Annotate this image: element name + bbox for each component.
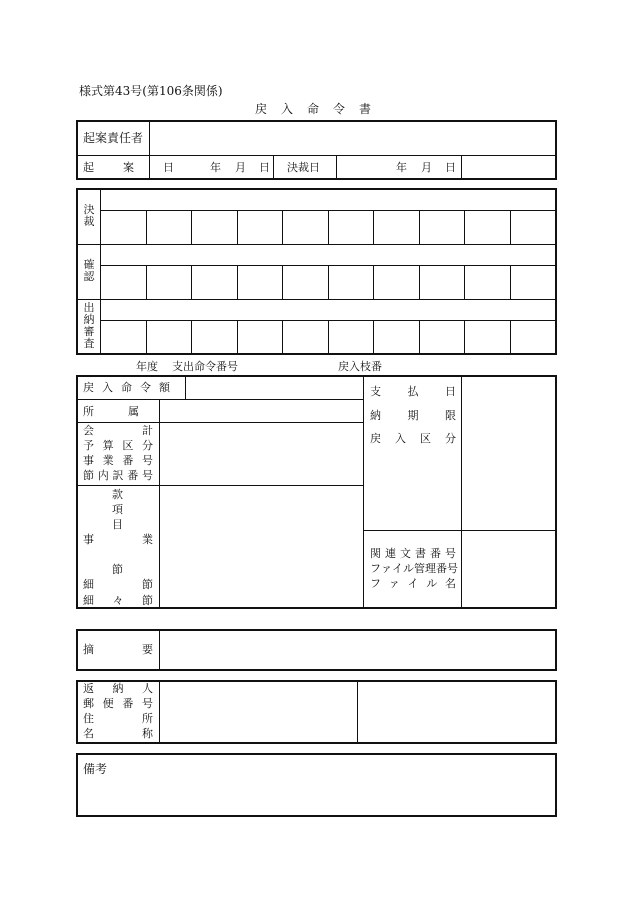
budget-line: 目 [112, 518, 123, 531]
due-date-label: 納 期 限 [370, 409, 456, 422]
draft-date-label-text: 起 案 日 [83, 161, 183, 174]
approval-cell-divider [510, 211, 511, 244]
payer-field-right[interactable] [359, 682, 554, 742]
draft-day-unit: 日 [259, 161, 270, 174]
branch-number-label: 戻入枝番 [338, 360, 382, 373]
dept-label-text: 所属 [83, 405, 173, 418]
dept-label [83, 405, 173, 418]
dept-field[interactable] [161, 401, 362, 421]
approval-cell-divider [419, 321, 420, 354]
decision-day-unit: 日 [445, 161, 456, 174]
approval-cell-divider [510, 321, 511, 354]
account-field[interactable] [161, 424, 362, 484]
approval-cell-divider [373, 211, 374, 244]
decision-label-divider [336, 156, 337, 179]
drafter-label: 起案責任者 [83, 131, 144, 145]
approval-cell-divider [373, 321, 374, 354]
amount-label-text: 戻入命令額 [83, 381, 178, 394]
budget-line: 項 [112, 503, 123, 516]
confirm-label: 確認 [83, 258, 95, 283]
approval-cell-divider [146, 321, 147, 354]
approval-cell-divider [464, 211, 465, 244]
payer-label-divider [159, 681, 160, 743]
summary-field[interactable] [161, 631, 554, 669]
payer-field-left[interactable] [161, 682, 356, 742]
audit-label: 出納審査 [83, 301, 95, 350]
remarks-label: 備考 [83, 762, 108, 776]
decision-label: 決裁 [83, 203, 95, 228]
approval-box [76, 188, 557, 355]
account-line: 会 計 [83, 424, 153, 437]
approval-cell-divider [419, 266, 420, 299]
budget-field[interactable] [161, 487, 362, 607]
fiscal-year-label: 年度 [136, 360, 158, 373]
payer-line: 返 納 人 [83, 682, 153, 695]
budget-line: 款 [112, 488, 123, 501]
approval-cell-divider [282, 266, 283, 299]
payer-line: 郵 便 番 号 [83, 697, 153, 710]
decision-month-unit: 月 [421, 161, 432, 174]
amount-label [83, 381, 180, 394]
approval-cell-divider [510, 266, 511, 299]
main-center-divider [363, 376, 364, 608]
pay-date-label: 支 払 日 [370, 385, 456, 398]
remarks-field[interactable] [78, 780, 555, 815]
account-line: 予 算 区 分 [83, 439, 153, 452]
approval-cell-divider [373, 266, 374, 299]
decision-date-label: 決裁日 [287, 161, 320, 174]
main-right-divider [461, 376, 462, 608]
account-line: 節 内 訳 番 号 [83, 469, 153, 482]
related-line: 関 連 文 書 番 号 [370, 547, 456, 560]
budget-line: 事 業 [83, 533, 153, 546]
approval-cell-divider [191, 211, 192, 244]
approval-cell-divider [464, 266, 465, 299]
approval-cell-divider [191, 321, 192, 354]
amount-row-divider [77, 399, 363, 400]
approval-section-divider-2 [77, 299, 556, 300]
budget-line: 細 々 節 [83, 594, 153, 607]
approval-cell-divider [237, 266, 238, 299]
approval-cell-divider [282, 211, 283, 244]
payer-line: 名 称 [83, 727, 153, 740]
decision-date-divider [461, 156, 462, 179]
drafter-field[interactable] [151, 122, 554, 154]
main-label-divider [159, 400, 160, 608]
account-row-divider [77, 485, 363, 486]
approval-cell-divider [146, 266, 147, 299]
approval-cell-divider [464, 321, 465, 354]
budget-line: 細 節 [83, 578, 153, 591]
summary-label [83, 643, 201, 656]
approval-cell-divider [419, 211, 420, 244]
payer-line: 住 所 [83, 712, 153, 725]
order-number-label: 支出命令番号 [172, 360, 238, 373]
return-type-label: 戻 入 区 分 [370, 432, 456, 445]
approval-section-divider-1 [77, 244, 556, 245]
form-id: 様式第43号(第106条関係) [79, 84, 223, 98]
draft-year-unit: 年 [210, 161, 221, 174]
amount-field[interactable] [187, 377, 362, 398]
related-values-field[interactable] [463, 532, 555, 607]
amount-label-divider [185, 376, 186, 399]
approval-cell-divider [328, 321, 329, 354]
summary-label-text: 摘要 [83, 643, 201, 656]
decision-year-unit: 年 [396, 161, 407, 174]
page-title: 戻 入 命 令 書 [255, 102, 373, 116]
approval-cell-divider [282, 321, 283, 354]
approval-cell-divider [146, 211, 147, 244]
payer-center-divider [357, 681, 358, 743]
approval-cell-divider [191, 266, 192, 299]
dept-row-divider [77, 422, 363, 423]
draft-date-divider [273, 156, 274, 179]
approval-cell-divider [328, 211, 329, 244]
approval-cell-divider [237, 321, 238, 354]
budget-line: 節 [112, 563, 123, 576]
main-right-row-divider [364, 530, 556, 531]
account-line: 事 業 番 号 [83, 454, 153, 467]
related-line: フ ァ イ ル 名 [370, 577, 456, 590]
draft-date-label [83, 161, 183, 174]
right-values-field[interactable] [463, 377, 555, 529]
related-line: フ ァ イ ル 管 理 番 号 [370, 562, 458, 575]
draft-month-unit: 月 [235, 161, 246, 174]
approval-cell-divider [328, 266, 329, 299]
approval-cell-divider [237, 211, 238, 244]
approval-label-divider [100, 189, 101, 354]
